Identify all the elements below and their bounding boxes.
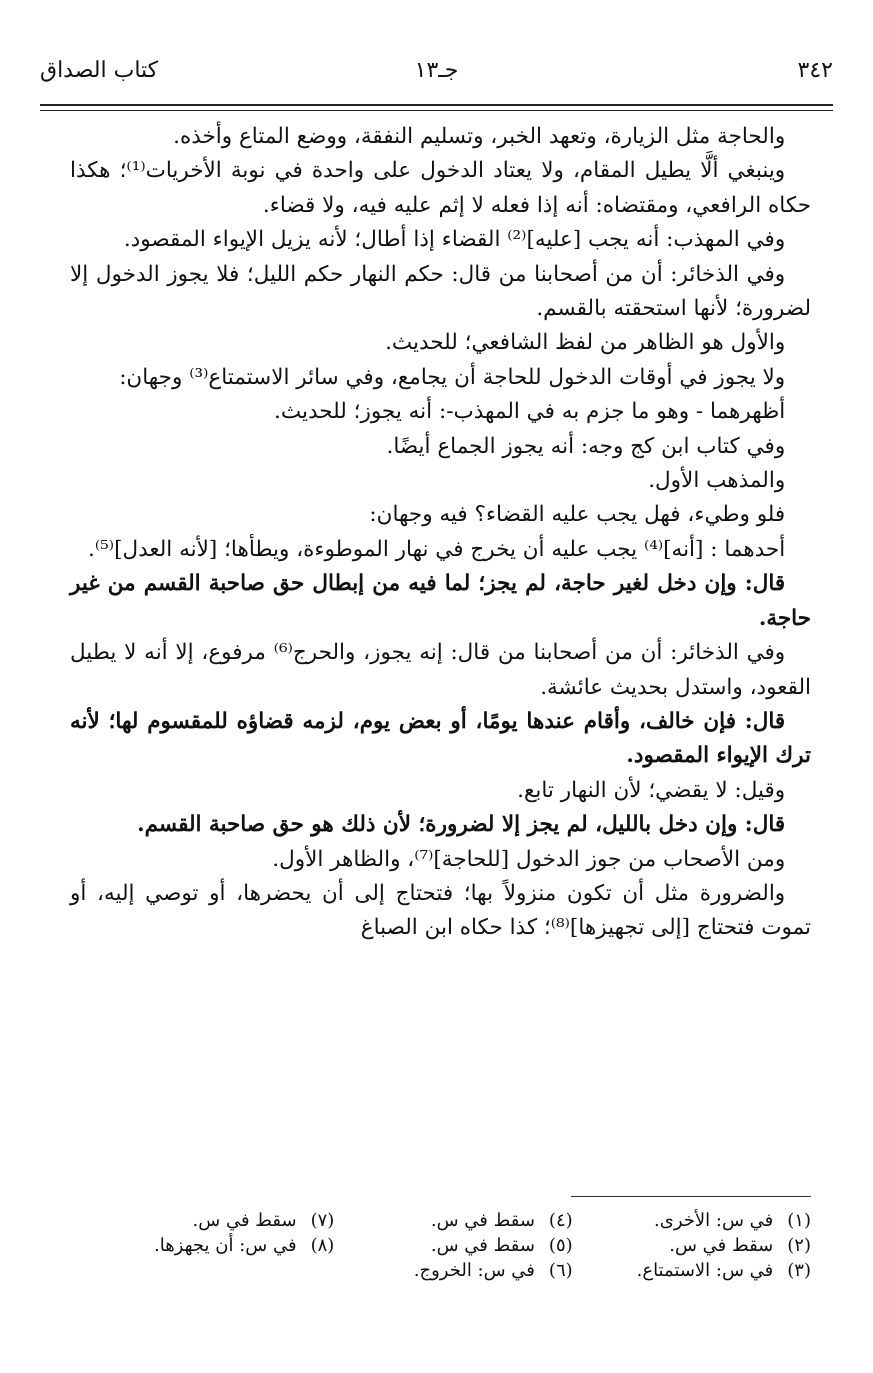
footnote-number: (٨): [310, 1235, 335, 1256]
matn-paragraph: قال: وإن دخل لغير حاجة، لم يجز؛ لما فيه من إبطال حق صاحبة القسم من غير حاجة.: [70, 571, 811, 631]
footnote-column: [587, 1208, 811, 1298]
volume-label: جـ١٣: [414, 58, 459, 83]
footnote: [110, 1208, 334, 1233]
footnote-text: في س: الخروج.: [413, 1260, 535, 1281]
paragraph: ومن الأصحاب من جوز الدخول [للحاجة]⁽⁷⁾، والظاهر الأول.: [272, 846, 786, 872]
paragraph: والمذهب الأول.: [648, 468, 786, 494]
footnote-separator: [571, 1196, 811, 1197]
footnote-number: (٣): [787, 1260, 811, 1281]
footnote-text: في س: أن يجهزها.: [153, 1235, 297, 1256]
footnote-number: (٢): [787, 1235, 811, 1256]
paragraph: وفي كتاب ابن كج وجه: أنه يجوز الجماع أيضًا.: [386, 433, 786, 459]
paragraph: وينبغي ألَّا يطيل المقام، ولا يعتاد الدخول على واحدة في نوبة الأخريات⁽¹⁾؛ هكذا حكاه الرافعي، ومقتضاه: أنه إذا فعله لا إثم عليه فيه، ولا قضاء.: [70, 158, 811, 218]
paragraph: والأول هو الظاهر من لفظ الشافعي؛ للحديث.: [385, 330, 786, 356]
paragraph: ولا يجوز في أوقات الدخول للحاجة أن يجامع، وفي سائر الاستمتاع⁽³⁾ وجهان:: [119, 364, 786, 390]
paragraph: فلو وطيء، فهل يجب عليه القضاء؟ فيه وجهان:: [369, 502, 786, 528]
footnote: [348, 1258, 572, 1283]
footnote-text: في س: الاستمتاع.: [636, 1260, 774, 1281]
paragraph: وفي المهذب: أنه يجب [عليه]⁽²⁾ القضاء إذا أطال؛ لأنه يزيل الإيواء المقصود.: [123, 227, 786, 253]
footnote: [587, 1208, 811, 1233]
footnote-number: (٧): [310, 1210, 335, 1231]
footnote-number: (١): [787, 1210, 811, 1231]
footnote-column: [110, 1208, 334, 1298]
paragraph: أظهرهما - وهو ما جزم به في المهذب-: أنه يجوز؛ للحديث.: [274, 399, 786, 425]
footnote-number: (٦): [548, 1260, 573, 1281]
paragraph: والضرورة مثل أن تكون منزولاً بها؛ فتحتاج إلى أن يحضرها، أو توصي إليه، أو تموت فتحتاج [إلى تجهيزها]⁽⁸⁾؛ كذا حكاه ابن الصباغ: [70, 880, 811, 941]
page-header: [40, 58, 833, 94]
footnote-text: سقط في س.: [669, 1235, 774, 1256]
footnote: [110, 1233, 334, 1258]
footnote-text: سقط في س.: [430, 1210, 535, 1231]
header-rule-thin: [40, 110, 833, 111]
book-title: كتاب الصداق: [40, 58, 159, 83]
footnotes: [110, 1208, 811, 1298]
paragraph: وفي الذخائر: أن من أصحابنا من قال: إنه يجوز، والحرج⁽⁶⁾ مرفوع، إلا أنه لا يطيل القعود، واستدل بحديث عائشة.: [70, 640, 811, 700]
header-rule: [40, 104, 833, 106]
footnote-text: سقط في س.: [430, 1235, 535, 1256]
footnote: [348, 1233, 572, 1258]
footnote-number: (٤): [548, 1210, 573, 1231]
paragraph: والحاجة مثل الزيارة، وتعهد الخبر، وتسليم النفقة، ووضع المتاع وأخذه.: [173, 124, 786, 149]
paragraph: وفي الذخائر: أن من أصحابنا من قال: حكم النهار حكم الليل؛ فلا يجوز الدخول إلا لضرورة؛ لأنها استحقته بالقسم.: [70, 261, 811, 322]
paragraph: أحدهما : [أنه]⁽⁴⁾ يجب عليه أن يخرج في نهار الموطوءة، ويطأها؛ [لأنه العدل]⁽⁵⁾.: [88, 536, 786, 562]
footnote: [348, 1208, 572, 1233]
footnote-column: [348, 1208, 572, 1298]
footnote-text: سقط في س.: [192, 1210, 297, 1231]
matn-paragraph: قال: وإن دخل بالليل، لم يجز إلا لضرورة؛ لأن ذلك هو حق صاحبة القسم.: [137, 812, 786, 838]
matn-paragraph: قال: فإن خالف، وأقام عندها يومًا، أو بعض يوم، لزمه قضاؤه للمقسوم لها؛ لأنه ترك الإيواء المقصود.: [70, 708, 811, 769]
page-number: ٣٤٢: [797, 58, 833, 83]
footnote-number: (٥): [548, 1235, 573, 1256]
body-text: [70, 120, 811, 946]
footnote: [587, 1233, 811, 1258]
footnote: [587, 1258, 811, 1283]
paragraph: وقيل: لا يقضي؛ لأن النهار تابع.: [517, 777, 786, 803]
footnote-text: في س: الأخرى.: [654, 1210, 774, 1231]
